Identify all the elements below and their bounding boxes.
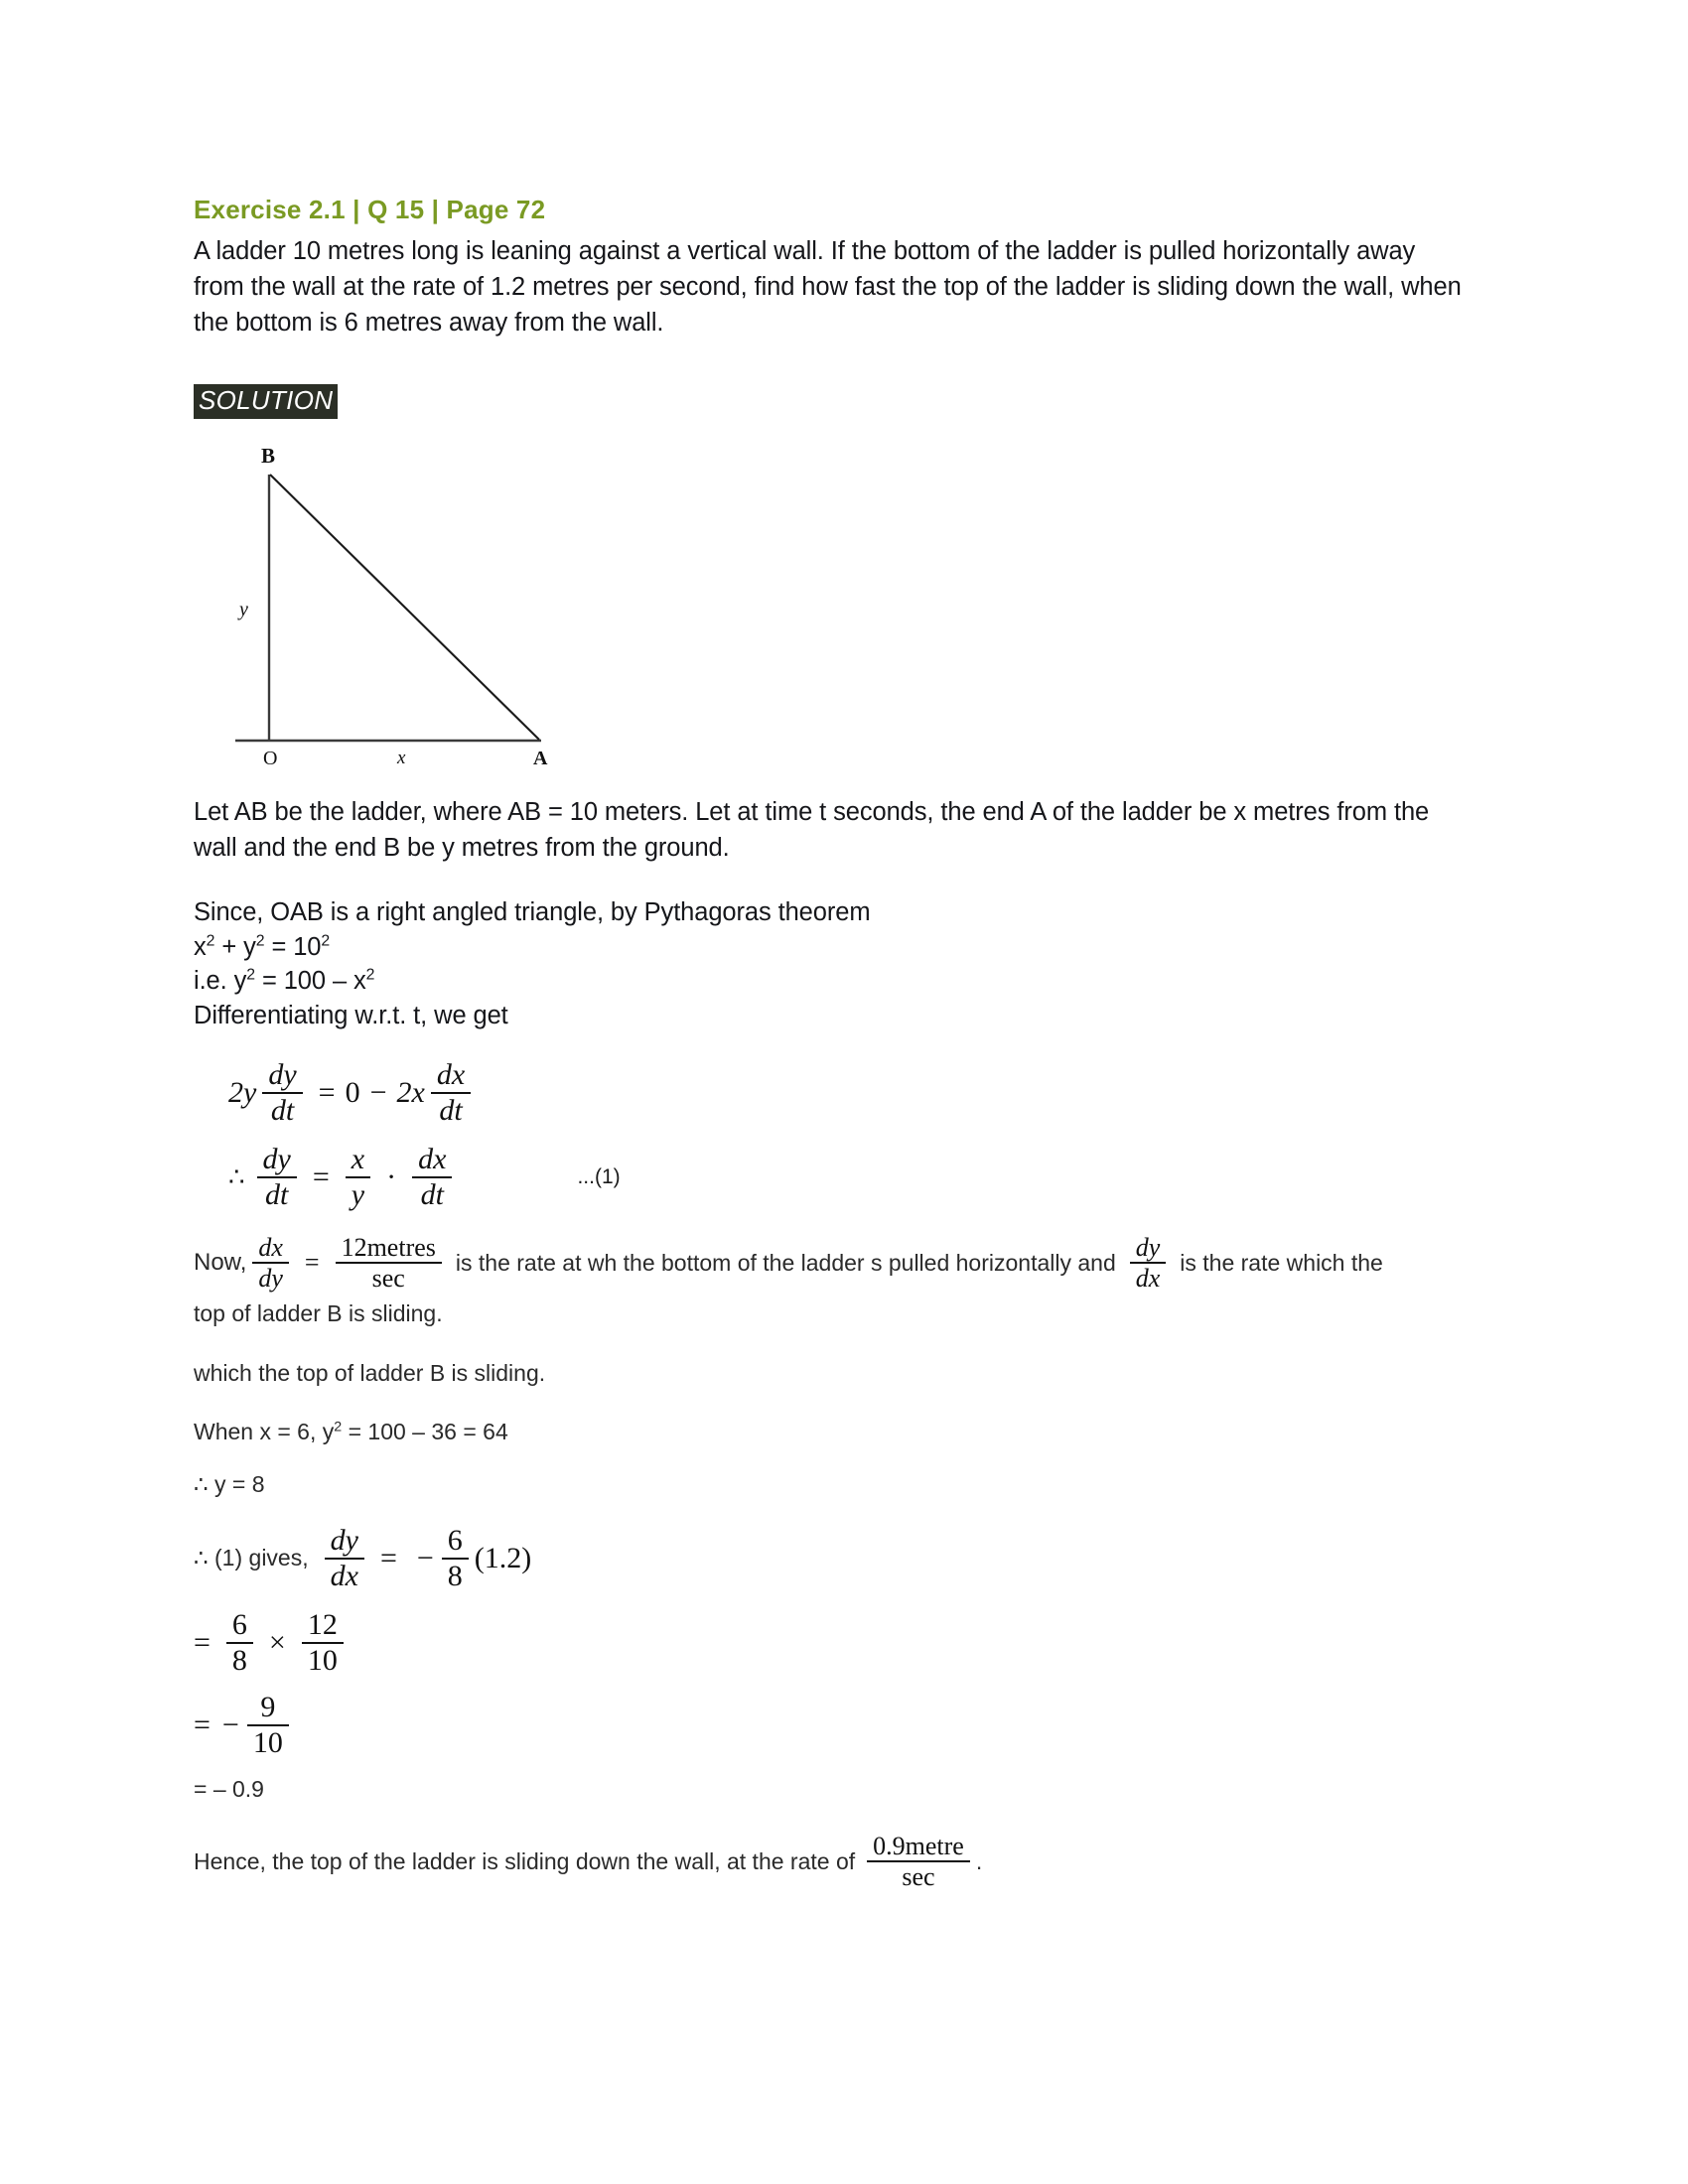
eq3-dy-dx: [1130, 1233, 1167, 1294]
eq1-lhs-numerator: dy: [268, 1058, 297, 1092]
eq3-lhs-numerator: dx: [258, 1233, 283, 1263]
eq7-lhs-denominator: dx: [330, 1559, 358, 1592]
eq-10-sup: 2: [321, 932, 331, 950]
eq1-dx-dt: [431, 1058, 471, 1127]
question-text: A ladder 10 metres long is leaning against a vertical wall. If the bottom of the ladder is pulled horizontally away from the wall at the rate of 1.2 metres per second, find how fast the top of the ladder is sliding down the wall, when the bottom is 6 metres away from the wall.: [194, 236, 1462, 337]
substitute-post: = 100 – 36 = 64: [342, 1419, 508, 1444]
eq2-lhs-numerator: dy: [262, 1143, 291, 1176]
eq9-f-numerator: 9: [260, 1691, 276, 1724]
figure-label-y: y: [239, 599, 248, 620]
eq2-therefore: ∴: [228, 1161, 245, 1191]
conclusion-line: [194, 1832, 1504, 1892]
figure-label-x: x: [397, 748, 406, 768]
eq2-y-sup: 2: [246, 966, 255, 984]
eq1-lhs-coefficient: 2y: [228, 1075, 257, 1109]
equation-9: [194, 1691, 1504, 1759]
document-content: [194, 194, 1504, 1892]
pythagoras-equation-1: [194, 930, 1470, 964]
eq1-equals: =: [318, 1075, 336, 1109]
solution-badge-row: [194, 341, 1504, 419]
solution-badge: SOLUTION: [194, 384, 338, 419]
equation-number-1: ...(1): [577, 1164, 621, 1188]
eq9-minus: −: [221, 1707, 239, 1741]
eq8-equals: =: [194, 1625, 211, 1659]
equation-8: [194, 1608, 1504, 1677]
eq7-f-numerator: 6: [447, 1524, 463, 1558]
eq3-now-label: Now,: [194, 1249, 247, 1277]
eq8-f2-denominator: 10: [307, 1643, 338, 1677]
differentiate-statement: Differentiating w.r.t. t, we get: [194, 1001, 508, 1029]
eq7-therefore-label: ∴ (1) gives,: [194, 1545, 309, 1571]
equation-7: [194, 1524, 1504, 1592]
eq3-rhs-denominator: sec: [371, 1264, 405, 1294]
eq7-minus: −: [416, 1541, 434, 1574]
eq8-times: ×: [268, 1625, 286, 1659]
eq2-f1-denominator: y: [351, 1177, 365, 1211]
conclusion-rate-fraction: [867, 1832, 970, 1892]
eq-x-sup: 2: [206, 932, 215, 950]
substitute-sup: 2: [334, 1419, 343, 1435]
pythagoras-equation-2: [194, 964, 1470, 998]
eq2-f2-numerator: dx: [418, 1143, 447, 1176]
conclusion-numerator: 0.9metre: [873, 1831, 964, 1860]
figure-label-b: B: [261, 445, 276, 468]
eq8-six-over-eight: [226, 1608, 253, 1677]
eq8-twelve-over-ten: [302, 1608, 344, 1677]
pythagoras-statement: Since, OAB is a right angled triangle, by Pythagoras theorem: [194, 898, 871, 927]
eq7-f-denominator: 8: [447, 1559, 463, 1592]
pythagoras-block: [194, 895, 1504, 1032]
eq9-f-denominator: 10: [252, 1725, 283, 1759]
triangle-diagram-svg: [213, 445, 611, 772]
eq7-lhs-numerator: dy: [330, 1524, 358, 1558]
eq3-d2-numerator: dy: [1135, 1233, 1161, 1263]
eq1-rhs-denominator: dt: [439, 1093, 463, 1127]
eq-plus-y: + y: [214, 932, 256, 961]
eq2-equals: =: [312, 1160, 330, 1193]
eq2-f1-numerator: x: [351, 1143, 365, 1176]
eq9-equals: =: [194, 1707, 211, 1741]
eq3-d2-denominator: dx: [1135, 1264, 1161, 1294]
equation-3: [194, 1233, 1504, 1294]
triangle-figure: [213, 445, 611, 772]
eq7-tail: (1.2): [474, 1541, 532, 1574]
eq8-f2-numerator: 12: [307, 1608, 338, 1642]
eq3-middle-text: is the rate at wh the bottom of the ladder s pulled horizontally and: [455, 1249, 1116, 1276]
sliding-statement: which the top of ladder B is sliding.: [194, 1360, 546, 1387]
conclusion-period: .: [975, 1847, 983, 1874]
equation-2: [228, 1143, 1504, 1211]
figure-label-a: A: [533, 748, 548, 769]
eq3-tail-text: is the rate which the: [1180, 1249, 1383, 1276]
eq1-dy-dt: [262, 1058, 302, 1127]
eq2-x-over-y: [346, 1143, 370, 1211]
eq9-nine-over-ten: [247, 1691, 289, 1759]
eq1-lhs-denominator: dt: [270, 1093, 295, 1127]
substitute-pre: When x = 6, y: [194, 1419, 335, 1444]
conclusion-denominator: sec: [902, 1862, 935, 1892]
eq7-six-over-eight: [442, 1524, 469, 1592]
eq3-continuation-text: top of ladder B is sliding.: [194, 1299, 443, 1326]
exercise-heading: Exercise 2.1 | Q 15 | Page 72: [194, 195, 546, 224]
eq3-rate-fraction: [336, 1233, 442, 1294]
explain-paragraph-1: Let AB be the ladder, where AB = 10 meters. Let at time t seconds, the end A of the ladder be x metres from the wall and the end B be y metres from the ground.: [194, 798, 1430, 863]
conclusion-text: Hence, the top of the ladder is sliding down the wall, at the rate of: [194, 1847, 856, 1874]
eq8-f1-denominator: 8: [231, 1643, 247, 1677]
eq3-dx-dy: [252, 1233, 289, 1294]
eq7-equals: =: [379, 1541, 397, 1574]
eq3-equals: =: [304, 1248, 320, 1278]
eq2-f2-denominator: dt: [420, 1177, 444, 1211]
eq3-lhs-denominator: dy: [258, 1264, 283, 1294]
eq-equals-10: = 10: [264, 932, 322, 961]
eq2-mid: = 100 – x: [254, 967, 366, 996]
eq1-zero: 0: [345, 1075, 360, 1109]
substitute-statement: [194, 1416, 1470, 1448]
y-value-statement: ∴ y = 8: [194, 1470, 265, 1497]
eq1-minus: −: [369, 1075, 387, 1109]
eq3-rhs-numerator: 12metres: [341, 1233, 436, 1263]
equation-10: = – 0.9: [194, 1776, 264, 1803]
eq8-f1-numerator: 6: [231, 1608, 247, 1642]
eq2-dy-dt: [257, 1143, 297, 1211]
eq-y-sup: 2: [255, 932, 265, 950]
figure-label-o: O: [263, 748, 278, 769]
equation-1: [228, 1058, 1504, 1127]
eq2-pre: i.e. y: [194, 967, 247, 996]
eq2-dot: ·: [386, 1160, 397, 1193]
eq2-x-sup: 2: [365, 966, 375, 984]
eq-x: x: [194, 932, 207, 961]
eq2-lhs-denominator: dt: [265, 1177, 289, 1211]
eq2-dx-dt: [412, 1143, 452, 1211]
eq7-dy-dx: [325, 1524, 364, 1592]
eq1-rhs-coefficient: 2x: [396, 1075, 425, 1109]
eq1-rhs-numerator: dx: [436, 1058, 466, 1092]
